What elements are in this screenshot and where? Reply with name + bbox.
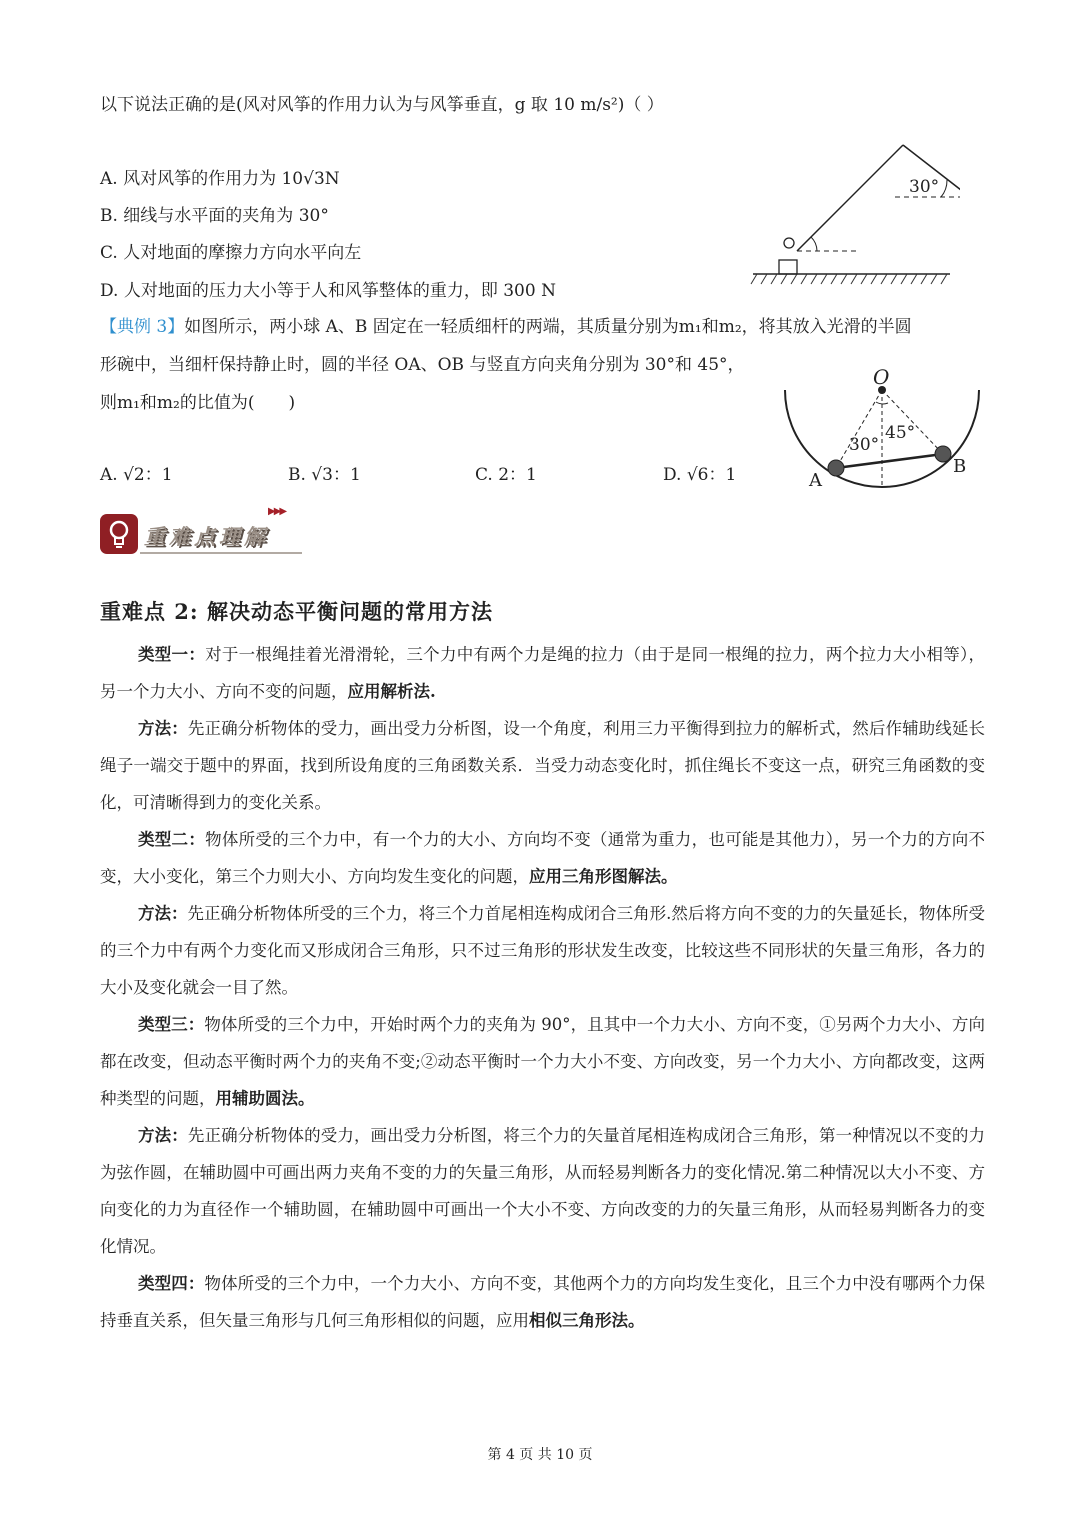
paragraph [100,1006,985,1117]
q3-tag: 【典例 3】 [100,317,185,337]
paragraph-text: 先正确分析物体所受的三个力，将三个力首尾相连构成闭合三角形.然后将方向不变的力的矢量延长，物体所受的三个力中有两个力变化而又形成闭合三角形，只不过三角形的形状发生改变，比较这些不同形状的矢量三角形，各力的大小及变化就会一目了然。 [100,904,985,997]
paragraph [100,636,985,710]
paragraph-text: 物体所受的三个力中，有一个力的大小、方向均不变（通常为重力，也可能是其他力），另一个力的方向不变，大小变化，第三个力则大小、方向均发生变化的问题， [100,830,986,886]
paragraph-label: 类型二： [138,830,206,849]
paragraph-label: 方法： [138,1126,188,1145]
paragraph-label: 方法： [138,719,188,738]
q3-option-a: A. √2：1 [100,465,173,485]
paragraph-label: 类型三： [138,1015,205,1034]
label-a: A [809,470,822,491]
q2-option-c: C. 人对地面的摩擦力方向水平向左 [100,243,362,263]
paragraph-text: 物体所受的三个力中，一个力大小、方向不变，其他两个力的方向均发生变化，且三个力中没有哪两个力保持垂直关系，但矢量三角形与几何三角形相似的问题，应用 [100,1274,986,1330]
paragraph-emphasis: 用辅助圆法。 [215,1089,315,1108]
section-banner [100,506,305,558]
section-body [100,636,985,1339]
ball-a [828,460,844,476]
paragraph-label: 类型一： [138,645,206,664]
paragraph-text: 先正确分析物体的受力，画出受力分析图，将三个力的矢量首尾相连构成闭合三角形，第一种情况以不变的力为弦作圆，在辅助圆中可画出两力夹角不变的力的矢量三角形，从而轻易判断各力的变化情况.第二种情况以大小不变、方向变化的力为直径作一个辅助圆，在辅助圆中可画出一个大小不变、方向改变的力的矢量三角形，从而轻易判断各力的变化情况。 [100,1126,986,1256]
paragraph-emphasis: 相似三角形法。 [529,1311,645,1330]
kite-string [797,145,903,251]
paragraph-label: 类型四： [138,1274,205,1293]
q3-option-b: B. √3：1 [288,465,361,485]
label-b: B [953,456,967,477]
q2-option-d: D. 人对地面的压力大小等于人和风筝整体的重力，即 300 N [100,281,556,301]
q3-line3: 则m₁和m₂的比值为( ) [100,393,296,413]
paragraph [100,895,985,1006]
q3-line2: 形碗中，当细杆保持静止时，圆的半径 OA、OB 与竖直方向夹角分别为 30°和 45°， [100,355,745,375]
q2-stem: 以下说法正确的是(风对风筝的作用力认为与风筝垂直，g 取 10 m/s²)（ ） [100,95,664,115]
q3-line1 [100,316,912,338]
page-footer: 第 4 页 共 10 页 [487,1447,593,1463]
q3-option-c: C. 2：1 [475,465,537,485]
paragraph [100,1265,985,1339]
section-title: 重难点 2: 解决动态平衡问题的常用方法 [100,599,493,624]
kite-figure [745,140,960,295]
paragraph-text: 物体所受的三个力中，开始时两个力的夹角为 90°，且其中一个力大小、方向不变，①另两个力大小、方向都在改变，但动态平衡时两个力的夹角不变;②动态平衡时一个力大小不变、方向改变，另一个力大小、方向都改变，这两种类型的问题， [100,1015,985,1108]
kite-angle-label: 30° [909,177,940,197]
bowl-figure [775,360,985,495]
person-shape [779,260,797,274]
label-o: O [873,365,890,389]
q3-option-d: D. √6：1 [663,465,737,485]
arrows-icon: ▶▶▶ [268,506,286,517]
label-angle-45: 45° [885,423,916,443]
paragraph-label: 方法： [138,904,188,923]
label-angle-30: 30° [849,435,880,455]
lightbulb-icon [100,514,138,554]
rod [836,454,943,468]
q3-line1-text: 如图所示，两小球 A、B 固定在一轻质细杆的两端，其质量分别为m₁和m₂，将其放入光滑的半圆 [184,317,912,337]
paragraph-text: 先正确分析物体的受力，画出受力分析图，设一个角度，利用三力平衡得到拉力的解析式，然后作辅助线延长绳子一端交于题中的界面，找到所设角度的三角函数关系．当受力动态变化时，抓住绳长不变这一点，研究三角函数的变化，可清晰得到力的变化关系。 [100,719,986,812]
ball-b [935,446,951,462]
paragraph [100,710,985,821]
paragraph [100,821,985,895]
banner-text: 重难点理解 [144,524,269,549]
q2-option-a: A. 风对风筝的作用力为 10√3N [100,169,340,189]
banner-underline [140,552,302,554]
paragraph-emphasis: 应用三角形图解法。 [529,867,678,886]
paragraph-text: 对于一根绳挂着光滑滑轮，三个力中有两个力是绳的拉力（由于是同一根绳的拉力，两个拉力大小相等），另一个力大小、方向不变的问题， [100,645,986,701]
q2-option-b: B. 细线与水平面的夹角为 30° [100,206,329,226]
paragraph-emphasis: 应用解析法. [347,682,436,701]
paragraph [100,1117,985,1265]
